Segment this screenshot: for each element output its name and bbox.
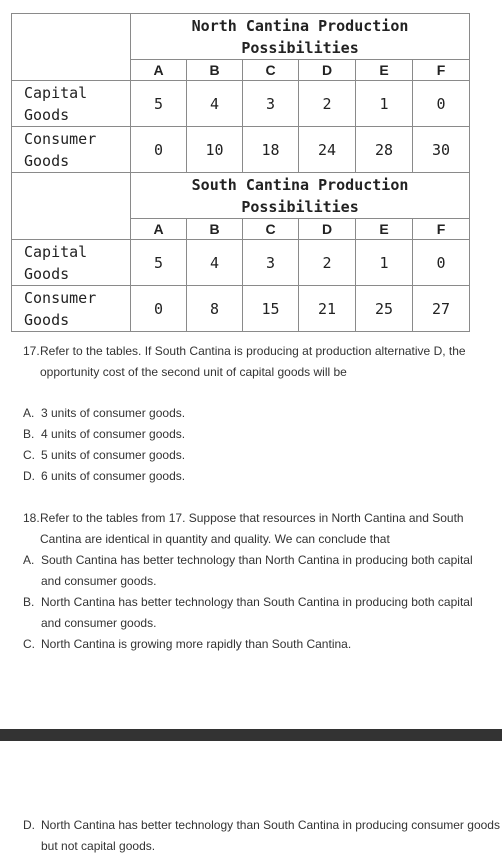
q18-option-d-letter: D. xyxy=(23,818,35,832)
question-18-number: 18. xyxy=(23,511,40,525)
south-consumer-b: 8 xyxy=(187,286,243,332)
south-capital-a: 5 xyxy=(131,240,187,286)
north-capital-d: 2 xyxy=(299,81,356,127)
north-consumer-e: 28 xyxy=(356,127,413,173)
q18-option-c-letter: C. xyxy=(23,637,35,651)
north-blank-corner xyxy=(12,14,131,81)
north-consumer-c: 18 xyxy=(243,127,299,173)
north-consumer-a: 0 xyxy=(131,127,187,173)
q17-option-a-text: 3 units of consumer goods. xyxy=(41,406,186,420)
q18-option-b-text: North Cantina has better technology than South Cantina in producing both capital and consumer goods. xyxy=(41,595,473,630)
south-capital-d: 2 xyxy=(299,240,356,286)
south-capital-label-line2: Goods xyxy=(24,264,70,283)
north-table-title xyxy=(131,14,470,60)
question-18-stem xyxy=(23,508,483,550)
south-capital-b: 4 xyxy=(187,240,243,286)
south-alt-b: B xyxy=(187,219,243,240)
question-17-number: 17. xyxy=(23,344,40,358)
south-capital-label xyxy=(12,240,131,286)
q18-option-d-text: North Cantina has better technology than South Cantina in producing consumer goods but not capital goods. xyxy=(41,818,500,853)
q18-option-a[interactable] xyxy=(23,550,481,592)
south-title-line1: South Cantina Production xyxy=(191,176,409,194)
north-consumer-row xyxy=(12,127,470,173)
north-consumer-label-line1: Consumer xyxy=(24,129,97,148)
q17-option-d[interactable] xyxy=(23,466,185,487)
q17-option-d-letter: D. xyxy=(23,469,35,483)
question-18 xyxy=(23,508,483,550)
north-alt-e: E xyxy=(356,60,413,81)
q17-option-c-text: 5 units of consumer goods. xyxy=(41,448,186,462)
south-alt-d: D xyxy=(299,219,356,240)
question-18-text: Refer to the tables from 17. Suppose that resources in North Cantina and South Cantina are identical in quantity and quality. We can conclude that xyxy=(40,511,464,546)
south-blank-corner xyxy=(12,173,131,240)
north-consumer-label xyxy=(12,127,131,173)
south-capital-row xyxy=(12,240,470,286)
north-consumer-d: 24 xyxy=(299,127,356,173)
q18-option-a-letter: A. xyxy=(23,553,35,567)
south-capital-f: 0 xyxy=(413,240,470,286)
north-alt-b: B xyxy=(187,60,243,81)
north-alt-f: F xyxy=(413,60,470,81)
south-consumer-row xyxy=(12,286,470,332)
north-consumer-b: 10 xyxy=(187,127,243,173)
south-consumer-label xyxy=(12,286,131,332)
q17-option-c-letter: C. xyxy=(23,448,35,462)
north-alt-c: C xyxy=(243,60,299,81)
q18-option-c-text: North Cantina is growing more rapidly than South Cantina. xyxy=(41,637,352,651)
north-capital-label xyxy=(12,81,131,127)
south-title-row xyxy=(12,173,470,219)
q17-option-b-text: 4 units of consumer goods. xyxy=(41,427,186,441)
north-title-line2: Possibilities xyxy=(241,39,359,57)
q17-option-b-letter: B. xyxy=(23,427,35,441)
south-consumer-a: 0 xyxy=(131,286,187,332)
north-capital-row xyxy=(12,81,470,127)
north-consumer-label-line2: Goods xyxy=(24,151,70,170)
north-capital-f: 0 xyxy=(413,81,470,127)
south-consumer-f: 27 xyxy=(413,286,470,332)
q17-option-b[interactable] xyxy=(23,424,185,445)
north-capital-c: 3 xyxy=(243,81,299,127)
south-consumer-label-line1: Consumer xyxy=(24,288,97,307)
q18-option-b-letter: B. xyxy=(23,595,35,609)
south-title-line2: Possibilities xyxy=(241,198,359,216)
south-consumer-c: 15 xyxy=(243,286,299,332)
page-divider-bar xyxy=(0,729,502,741)
q18-option-c[interactable] xyxy=(23,634,463,655)
production-possibilities-table xyxy=(11,13,470,332)
north-title-line1: North Cantina Production xyxy=(191,17,409,35)
south-capital-c: 3 xyxy=(243,240,299,286)
q17-option-a-letter: A. xyxy=(23,406,35,420)
q17-option-d-text: 6 units of consumer goods. xyxy=(41,469,186,483)
north-capital-label-line1: Capital xyxy=(24,83,88,102)
q18-option-a-text: South Cantina has better technology than North Cantina in producing both capital and consumer goods. xyxy=(41,553,473,588)
north-capital-e: 1 xyxy=(356,81,413,127)
q17-option-c[interactable] xyxy=(23,445,185,466)
north-consumer-f: 30 xyxy=(413,127,470,173)
south-table-title xyxy=(131,173,470,219)
north-capital-b: 4 xyxy=(187,81,243,127)
south-consumer-d: 21 xyxy=(299,286,356,332)
south-capital-e: 1 xyxy=(356,240,413,286)
south-consumer-e: 25 xyxy=(356,286,413,332)
south-capital-label-line1: Capital xyxy=(24,242,88,261)
south-alt-e: E xyxy=(356,219,413,240)
south-alt-c: C xyxy=(243,219,299,240)
north-capital-label-line2: Goods xyxy=(24,105,70,124)
q17-option-a[interactable] xyxy=(23,403,185,424)
north-alt-d: D xyxy=(299,60,356,81)
north-capital-a: 5 xyxy=(131,81,187,127)
north-alt-a: A xyxy=(131,60,187,81)
question-17-text: Refer to the tables. If South Cantina is producing at production alternative D, the opportunity cost of the second unit of capital goods will be xyxy=(40,344,466,379)
south-alt-a: A xyxy=(131,219,187,240)
south-alt-f: F xyxy=(413,219,470,240)
q18-option-b[interactable] xyxy=(23,592,481,634)
north-title-row xyxy=(12,14,470,60)
south-consumer-label-line2: Goods xyxy=(24,310,70,329)
q18-option-d[interactable] xyxy=(23,815,502,857)
question-17-stem xyxy=(23,341,483,383)
question-17 xyxy=(23,341,483,383)
